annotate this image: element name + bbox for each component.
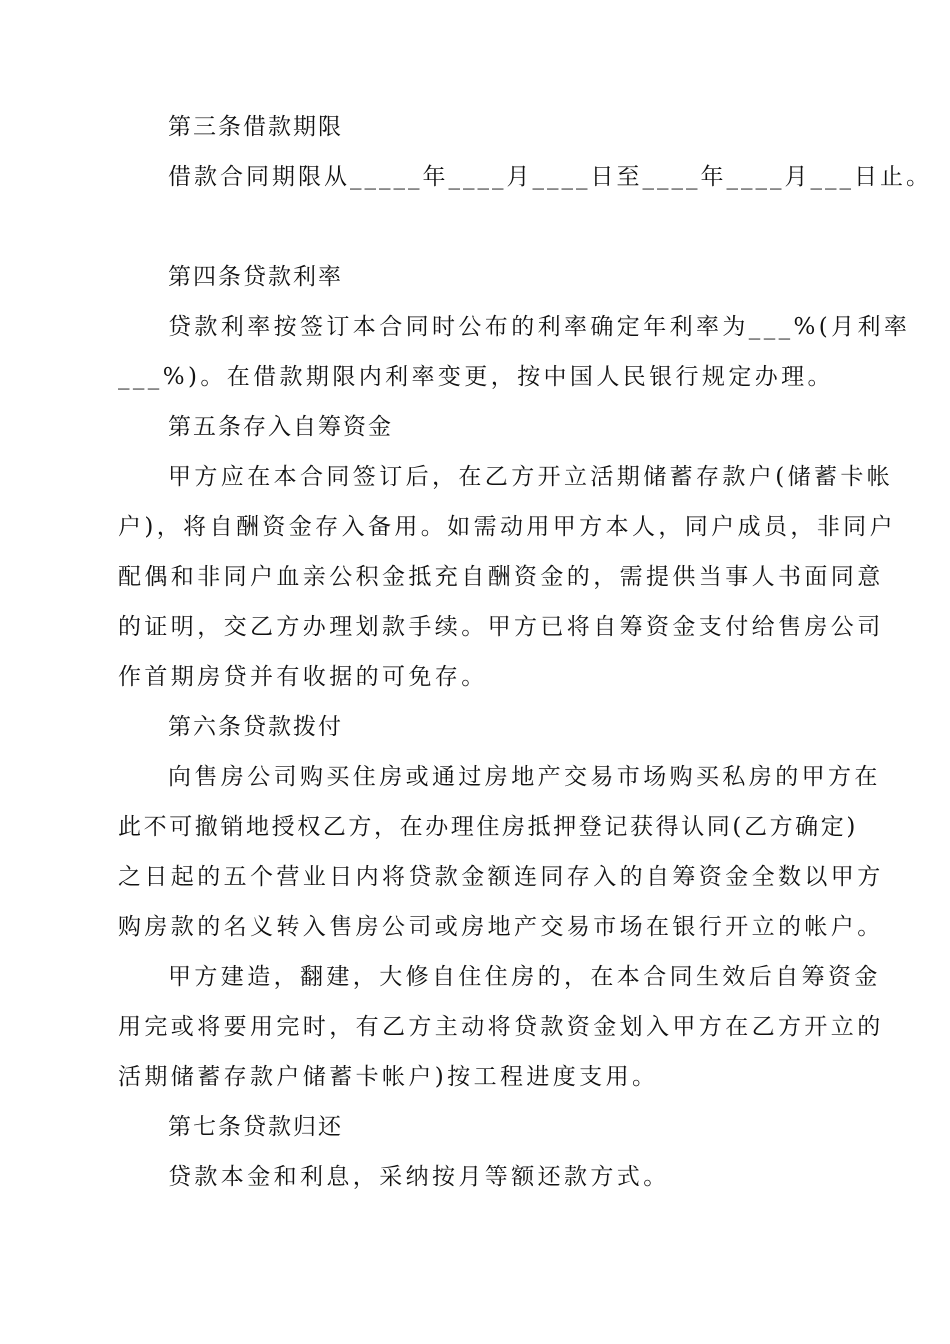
article-7-heading: 第七条贷款归还: [168, 1114, 343, 1140]
article-3-heading: 第三条借款期限: [168, 114, 343, 140]
article-4-line-1: 贷款利率按签订本合同时公布的利率确定年利率为___%(月利率: [168, 314, 911, 340]
article-5-line-4: 的证明，交乙方办理划款手续。甲方已将自筹资金支付给售房公司: [118, 614, 884, 640]
article-6-p2-line-1: 甲方建造，翻建，大修自住住房的，在本合同生效后自筹资金: [168, 964, 881, 990]
article-4-line-2: ___%)。在借款期限内利率变更，按中国人民银行规定办理。: [118, 364, 834, 390]
article-6-p1-line-1: 向售房公司购买住房或通过房地产交易市场购买私房的甲方在: [168, 764, 881, 790]
article-6-p1-line-3: 之日起的五个营业日内将贷款金额连同存入的自筹资金全数以甲方: [118, 864, 884, 890]
article-5-line-2: 户)，将自酬资金存入备用。如需动用甲方本人，同户成员，非同户: [118, 514, 896, 540]
article-4-heading: 第四条贷款利率: [168, 264, 343, 290]
article-5-line-3: 配偶和非同户血亲公积金抵充自酬资金的，需提供当事人书面同意: [118, 564, 884, 590]
article-5-heading: 第五条存入自筹资金: [168, 414, 393, 440]
article-6-p2-line-3: 活期储蓄存款户储蓄卡帐户)按工程进度支用。: [118, 1064, 659, 1090]
article-6-heading: 第六条贷款拨付: [168, 714, 343, 740]
article-7-paragraph: 贷款本金和利息，采纳按月等额还款方式。: [168, 1164, 670, 1190]
article-5-line-1: 甲方应在本合同签订后，在乙方开立活期储蓄存款户(储蓄卡帐: [168, 464, 894, 490]
article-3-paragraph: 借款合同期限从_____年____月____日至____年____月___日止。: [168, 164, 932, 190]
article-5-line-5: 作首期房贷并有收据的可免存。: [118, 664, 488, 690]
article-6-p2-line-2: 用完或将要用完时，有乙方主动将贷款资金划入甲方在乙方开立的: [118, 1014, 884, 1040]
article-6-p1-line-2: 此不可撤销地授权乙方，在办理住房抵押登记获得认同(乙方确定): [118, 814, 858, 840]
article-6-p1-line-4: 购房款的名义转入售房公司或房地产交易市场在银行开立的帐户。: [118, 914, 884, 940]
